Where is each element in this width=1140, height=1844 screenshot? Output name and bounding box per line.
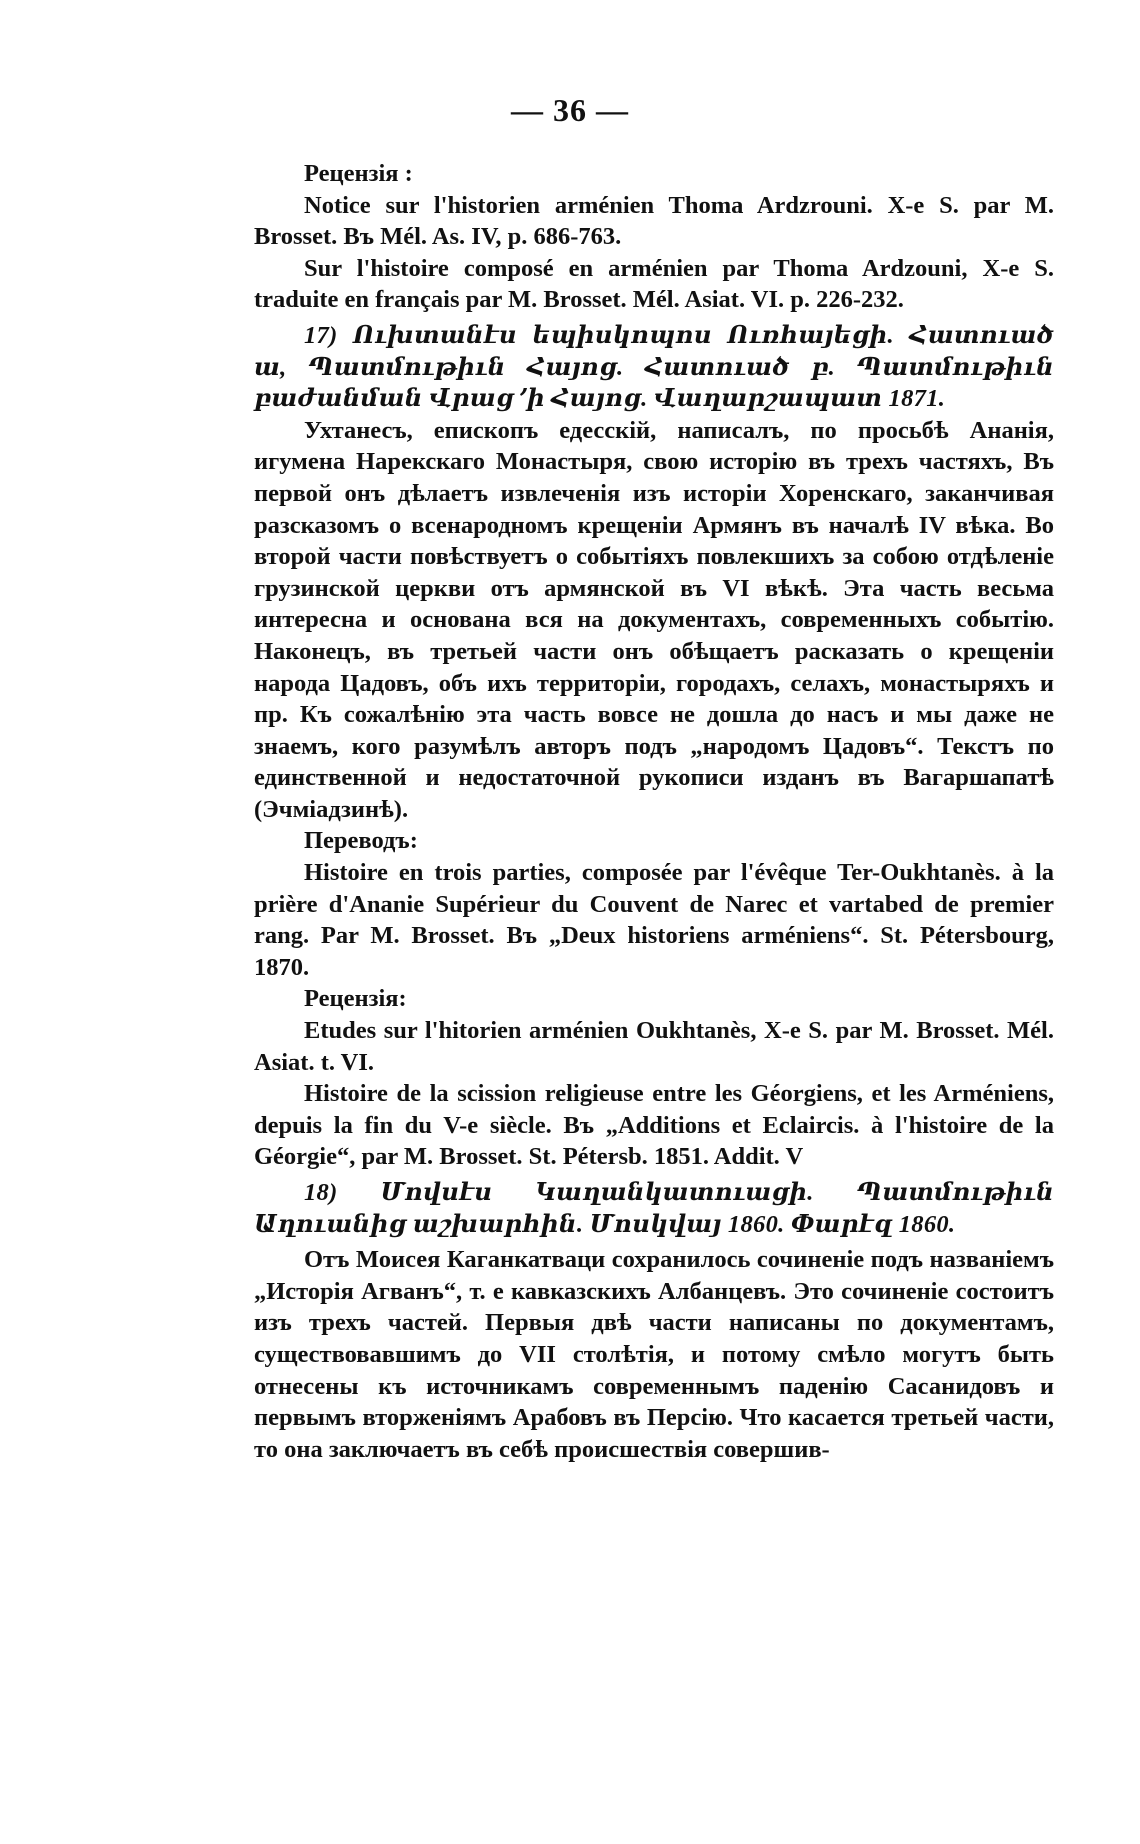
armenian-source-heading-17: 17) Ուխտանէս եպիսկոպոս Ուռհայեցի. Հատուած ա, Պատմութիւն Հայոց. Հատուած բ. Պատմութիւն բաժանման Վրաց ՚ի Հայոց. Վաղարշապատ 1871. <box>254 321 1054 413</box>
armenian-source-heading-18: 18) Մովսէս Կաղանկատուացի. Պատմութիւն Աղուանից աշխարհին. Մոսկվայ 1860. Փարէզ 1860. <box>254 1179 1054 1238</box>
page-number: — 36 — <box>511 92 629 128</box>
review-label: Рецензія: <box>304 985 407 1013</box>
bibliography-entry: Notice sur l'historien arménien Thoma Ardzrouni. X-e S. par M. Brosset. Въ Mél. As. IV, p. 686-763. <box>254 191 1054 251</box>
bibliography-entry: Histoire de la scission religieuse entre les Géorgiens, et les Arméniens, depuis la fin du V-e siècle. Въ „Additions et Eclaircis. à l'histoire de la Géorgie“, par M. Brosset. St. Pétersb. 1851. Addit. V <box>254 1080 1054 1171</box>
translation-label: Переводъ: <box>304 827 418 855</box>
review-label: Рецензія : <box>304 160 413 187</box>
bibliography-entry: Sur l'histoire composé en arménien par Thoma Ardzouni, X-e S. traduite en français par M. Brosset. Mél. Asiat. VI. p. 226-232. <box>254 254 1054 314</box>
bibliography-entry: Etudes sur l'hitorien arménien Oukhtanès, X-e S. par M. Brosset. Mél. Asiat. t. VI. <box>254 1017 1054 1076</box>
body-text <box>254 158 1054 1465</box>
bibliography-entry: Histoire en trois parties, composée par l'évêque Ter-Oukhtanès. à la prière d'Ananie Supérieur du Couvent de Narec et vartabed de premier rang. Par M. Brosset. Въ „Deux historiens arméniens“. St. Pétersbourg, 1870. <box>254 859 1054 981</box>
paragraph-ukhtanes: Ухтанесъ, епископъ едесскій, написалъ, по просьбѣ Ананія, игумена Нарекскаго Монастыря, свою исторію въ трехъ частяхъ, Въ первой онъ дѣлаетъ извлеченія изъ исторіи Хоренскаго, заканчивая разсказомъ о всенародномъ крещеніи Армянъ въ началѣ IV вѣка. Во второй части повѣствуетъ о событіяхъ повлекшихъ за собою отдѣленіе грузинской церкви отъ армянской въ VI вѣкѣ. Эта часть весьма интересна и основана вся на документахъ, современныхъ событію. Наконецъ, въ третьей части онъ обѣщаетъ расказать о крещеніи народа Цадовъ, объ ихъ территоріи, городахъ, селахъ, монастыряхъ и пр. Къ сожалѣнію эта часть вовсе не дошла до насъ и мы даже не знаемъ, кого разумѣлъ авторъ подъ „народомъ Цадовъ“. Текстъ по единственной и недостаточной рукописи изданъ въ Вагаршапатѣ (Эчміадзинѣ). <box>254 416 1054 823</box>
paragraph-kagankatvatsi: Отъ Моисея Каганкатваци сохранилось сочиненіе подъ названіемъ „Исторія Агванъ“, т. е кавказскихъ Албанцевъ. Это сочиненіе состоитъ изъ трехъ частей. Первыя двѣ части написаны по документамъ, существовавшимъ до VII столѣтія, и потому смѣло могутъ быть отнесены къ источникамъ современнымъ паденію Сасанидовъ и первымъ вторженіямъ Арабовъ въ Персію. Что касается третьей части, то она заключаетъ въ себѣ проиcшествія совершив- <box>254 1246 1054 1463</box>
